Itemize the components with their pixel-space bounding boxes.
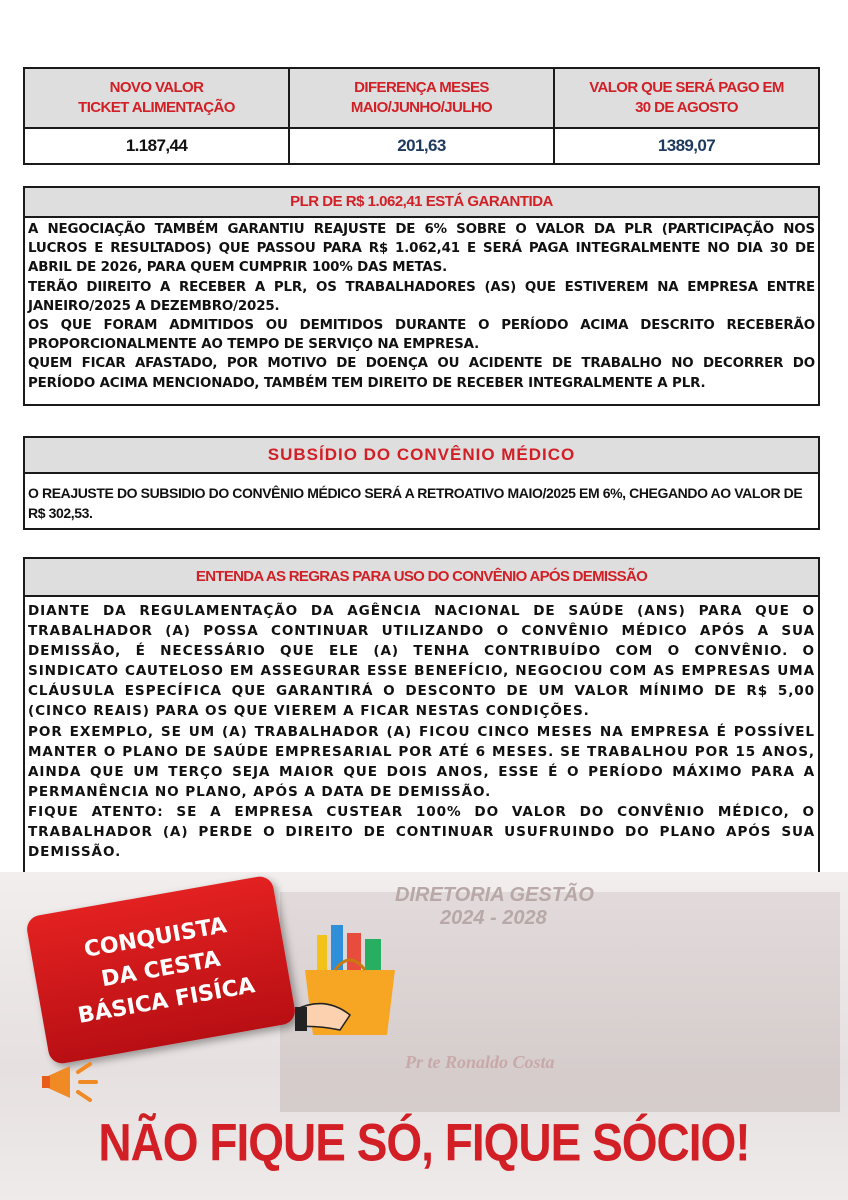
value-novo-valor: 1.187,44 (25, 129, 290, 163)
regras-title: ENTENDA AS REGRAS PARA USO DO CONVÊNIO APÓS DEMISSÃO (25, 559, 818, 597)
regras-paragraph: FIQUE ATENTO: SE A EMPRESA CUSTEAR 100% DO VALOR DO CONVÊNIO MÉDICO, O TRABALHADOR (A) PERDE O DIREITO DE CONTINUAR USUFRUINDO DO PLANO APÓS SUA DEMISSÃO. (28, 803, 815, 861)
plr-body (25, 218, 818, 395)
photo-banner-line1: DIRETORIA GESTÃO (395, 884, 594, 906)
plr-title: PLR DE R$ 1.062,41 ESTÁ GARANTIDA (25, 188, 818, 218)
ticket-table-header-row (25, 69, 818, 129)
megaphone-icon (40, 1060, 100, 1104)
plr-paragraph: A NEGOCIAÇÃO TAMBÉM GARANTIU REAJUSTE DE 6% SOBRE O VALOR DA PLR (PARTICIPAÇÃO NOS LUCROS E RESULTADOS) QUE PASSOU PARA R$ 1.062,41 E SERÁ PAGA INTEGRALMENTE NO DIA 30 DE ABRIL DE 2026, PARA QUEM CUMPRIR 100% DAS METAS. (28, 222, 815, 276)
header-valor-pago (555, 69, 818, 129)
convenio-text: O REAJUSTE DO SUBSIDIO DO CONVÊNIO MÉDICO SERÁ A RETROATIVO MAIO/2025 EM 6%, CHEGANDO AO VALOR DE R$ 302,53. (28, 485, 803, 521)
badge-text: CONQUISTA DA CESTA BÁSICA FISÍCA (76, 913, 257, 1029)
ticket-table-value-row (25, 129, 818, 163)
value-diferenca: 201,63 (290, 129, 555, 163)
grocery-bag-icon (295, 915, 415, 1040)
header-line: VALOR QUE SERÁ PAGO EM (589, 79, 784, 96)
value-valor-pago: 1389,07 (657, 136, 716, 155)
header-diferenca-meses (290, 69, 555, 129)
plr-section (23, 186, 820, 406)
header-line: 30 DE AGOSTO (635, 99, 738, 116)
plr-paragraph: QUEM FICAR AFASTADO, POR MOTIVO DE DOENÇA OU ACIDENTE DE TRABALHO NO DECORRER DO PERÍODO ACIMA MENCIONADO, TAMBÉM TEM DIREITO DE RECEBER INTEGRALMENTE A PLR. (28, 356, 815, 391)
photo-stage-text: Pr te Ronaldo Costa (405, 1052, 555, 1072)
header-line: DIFERENÇA MESES (354, 79, 489, 96)
regras-paragraph: POR EXEMPLO, SE UM (A) TRABALHADOR (A) FICOU CINCO MESES NA EMPRESA É POSSÍVEL MANTER O PLANO DE SAÚDE EMPRESARIAL POR ATÉ 6 MESES. SE TRABALHOU POR 15 ANOS, AINDA QUE UM TERÇO SEJA MAIOR QUE DOIS ANOS, ESSE É O PERÍODO MÁXIMO PARA A PERMANÊNCIA NO PLANO, APÓS A DATA DE DEMISSÃO. (28, 723, 815, 800)
header-line: TICKET ALIMENTAÇÃO (78, 99, 235, 116)
ticket-table (23, 67, 820, 165)
regras-body (25, 597, 818, 864)
convenio-title: SUBSÍDIO DO CONVÊNIO MÉDICO (25, 438, 818, 474)
photo-banner-line2: 2024 - 2028 (440, 907, 547, 929)
plr-paragraph: TERÃO DIIREITO A RECEBER A PLR, OS TRABALHADORES (AS) QUE ESTIVEREM NA EMPRESA ENTRE JANEIRO/2025 A DEZEMBRO/2025. (28, 279, 815, 314)
regras-section (23, 557, 820, 874)
header-line: MAIO/JUNHO/JULHO (350, 99, 493, 116)
slogan: NÃO FIQUE SÓ, FIQUE SÓCIO! (98, 1112, 750, 1172)
header-novo-valor (25, 69, 290, 129)
convenio-section (23, 436, 820, 530)
regras-paragraph: DIANTE DA REGULAMENTAÇÃO DA AGÊNCIA NACIONAL DE SAÚDE (ANS) PARA QUE O TRABALHADOR (A) POSSA CONTINUAR UTILIZANDO O CONVÊNIO MÉDICO APÓS A SUA DEMISSÃO, É NECESSÁRIO QUE ELE (A) TENHA CONTRIBUÍDO COM O CONVÊNIO. O SINDICATO CAUTELOSO EM ASSEGURAR ESSE BENEFÍCIO, NEGOCIOU COM AS EMPRESAS UMA CLÁUSULA ESPECÍFICA QUE GARANTIRÁ O DESCONTO DE UM VALOR MÍNIMO DE R$ 5,00 (CINCO REAIS) PARA OS QUE VIEREM A FICAR NESTAS CONDIÇÕES. (28, 603, 815, 720)
header-line: NOVO VALOR (109, 79, 204, 96)
plr-paragraph: OS QUE FORAM ADMITIDOS OU DEMITIDOS DURANTE O PERÍODO ACIMA DESCRITO RECEBERÃO PROPORCIONALMENTE AO TEMPO DE SERVIÇO NA EMPRESA. (28, 318, 815, 353)
